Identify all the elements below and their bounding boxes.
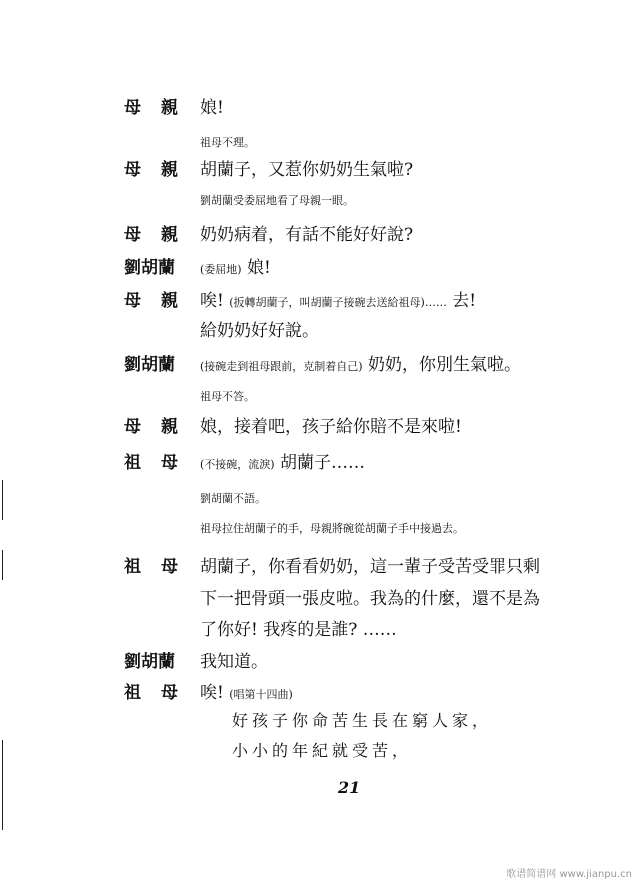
speaker-name: 母親 [124,160,198,180]
speaker-name: 劉胡蘭 [124,652,175,672]
speaker-name: 祖母 [124,453,198,473]
script-line [0,615,640,639]
speaker-name: 母親 [124,417,198,437]
script-line [0,220,640,244]
dialogue [200,552,540,577]
stage-direction: (扳轉胡蘭子，叫胡蘭子接碗去送給祖母)…… [229,296,447,309]
dialogue-text: 唉! [200,291,224,311]
dialogue-text: 奶奶，你別生氣啦。 [368,355,521,375]
stage-direction: 祖母拉住胡蘭子的手，母親將碗從胡蘭子手中接過去。 [200,522,464,535]
script-line [0,188,640,212]
script-line [0,316,640,340]
dialogue-text: 奶奶病着，有話不能好好說? [200,225,414,245]
dialogue [200,350,521,375]
stage-direction: 劉胡蘭不語。 [200,492,266,505]
dialogue-text: 去! [452,291,477,311]
dialogue-text: 娘，接着吧，孩子給你賠不是來啦! [200,417,462,437]
stage-direction: (不接碗，流淚) [200,458,275,471]
speaker-name: 祖母 [124,557,198,577]
speaker-name: 母親 [124,225,198,245]
dialogue [200,253,271,278]
stage-direction: 祖母不理。 [200,136,255,149]
script-line [0,412,640,436]
script-line [0,647,640,671]
script-line [0,155,640,179]
script-line [0,350,640,374]
dialogue-text: 了你好! 我疼的是誰? …… [200,620,397,640]
watermark: 歌谱简谱网 www.jianpu.cn [506,869,632,880]
dialogue-text: 娘! [200,98,224,118]
dialogue-text: 胡蘭子…… [280,453,365,473]
stage-direction: 祖母不答。 [200,390,255,403]
dialogue-text: 我知道。 [200,652,268,672]
script-line [0,486,640,510]
stage-direction: 劉胡蘭受委屈地看了母親一眼。 [200,194,354,207]
script-line [0,552,640,576]
stage-direction: (接碗走到祖母跟前，克制着自己) [200,360,363,373]
script-line [0,584,640,608]
dialogue-text: 唉! [200,683,224,703]
script-line [0,708,640,732]
stage-direction: (委屈地) [200,263,242,276]
script-line [0,384,640,408]
dialogue [200,155,413,180]
dialogue-text: 娘! [247,258,271,278]
dialogue [200,220,413,245]
speaker-name: 劉胡蘭 [124,258,175,278]
script-line [0,448,640,472]
scan-mark [2,740,3,830]
dialogue-text: 下一把骨頭一張皮啦。我為的什麼，還不是為 [200,589,540,609]
speaker-name: 劉胡蘭 [124,355,175,375]
script-line [0,678,640,702]
speaker-name: 祖母 [124,683,198,703]
script-line [0,516,640,540]
scan-mark [2,550,3,580]
dialogue-text: 給奶奶好好說。 [200,321,319,341]
script-line [0,93,640,117]
script-line [0,253,640,277]
scan-mark [2,480,3,520]
speaker-name: 母親 [124,291,198,311]
dialogue [200,647,268,672]
song-lyric: 小小的年紀就受苦， [232,741,413,760]
stage-direction: (唱第十四曲) [229,688,293,701]
script-line [0,738,640,762]
dialogue [200,448,365,473]
dialogue [200,678,293,703]
page-number: 21 [338,778,361,797]
dialogue [200,93,224,118]
dialogue-text: 胡蘭子，又惹你奶奶生氣啦? [200,160,414,180]
dialogue-text: 胡蘭子，你看看奶奶，這一輩子受苦受罪只剩 [200,557,540,577]
script-line [0,130,640,154]
speaker-name: 母親 [124,98,198,118]
dialogue [200,286,476,311]
dialogue [200,412,462,437]
song-lyric: 好孩子你命苦生長在窮人家， [232,711,493,730]
script-line [0,286,640,310]
